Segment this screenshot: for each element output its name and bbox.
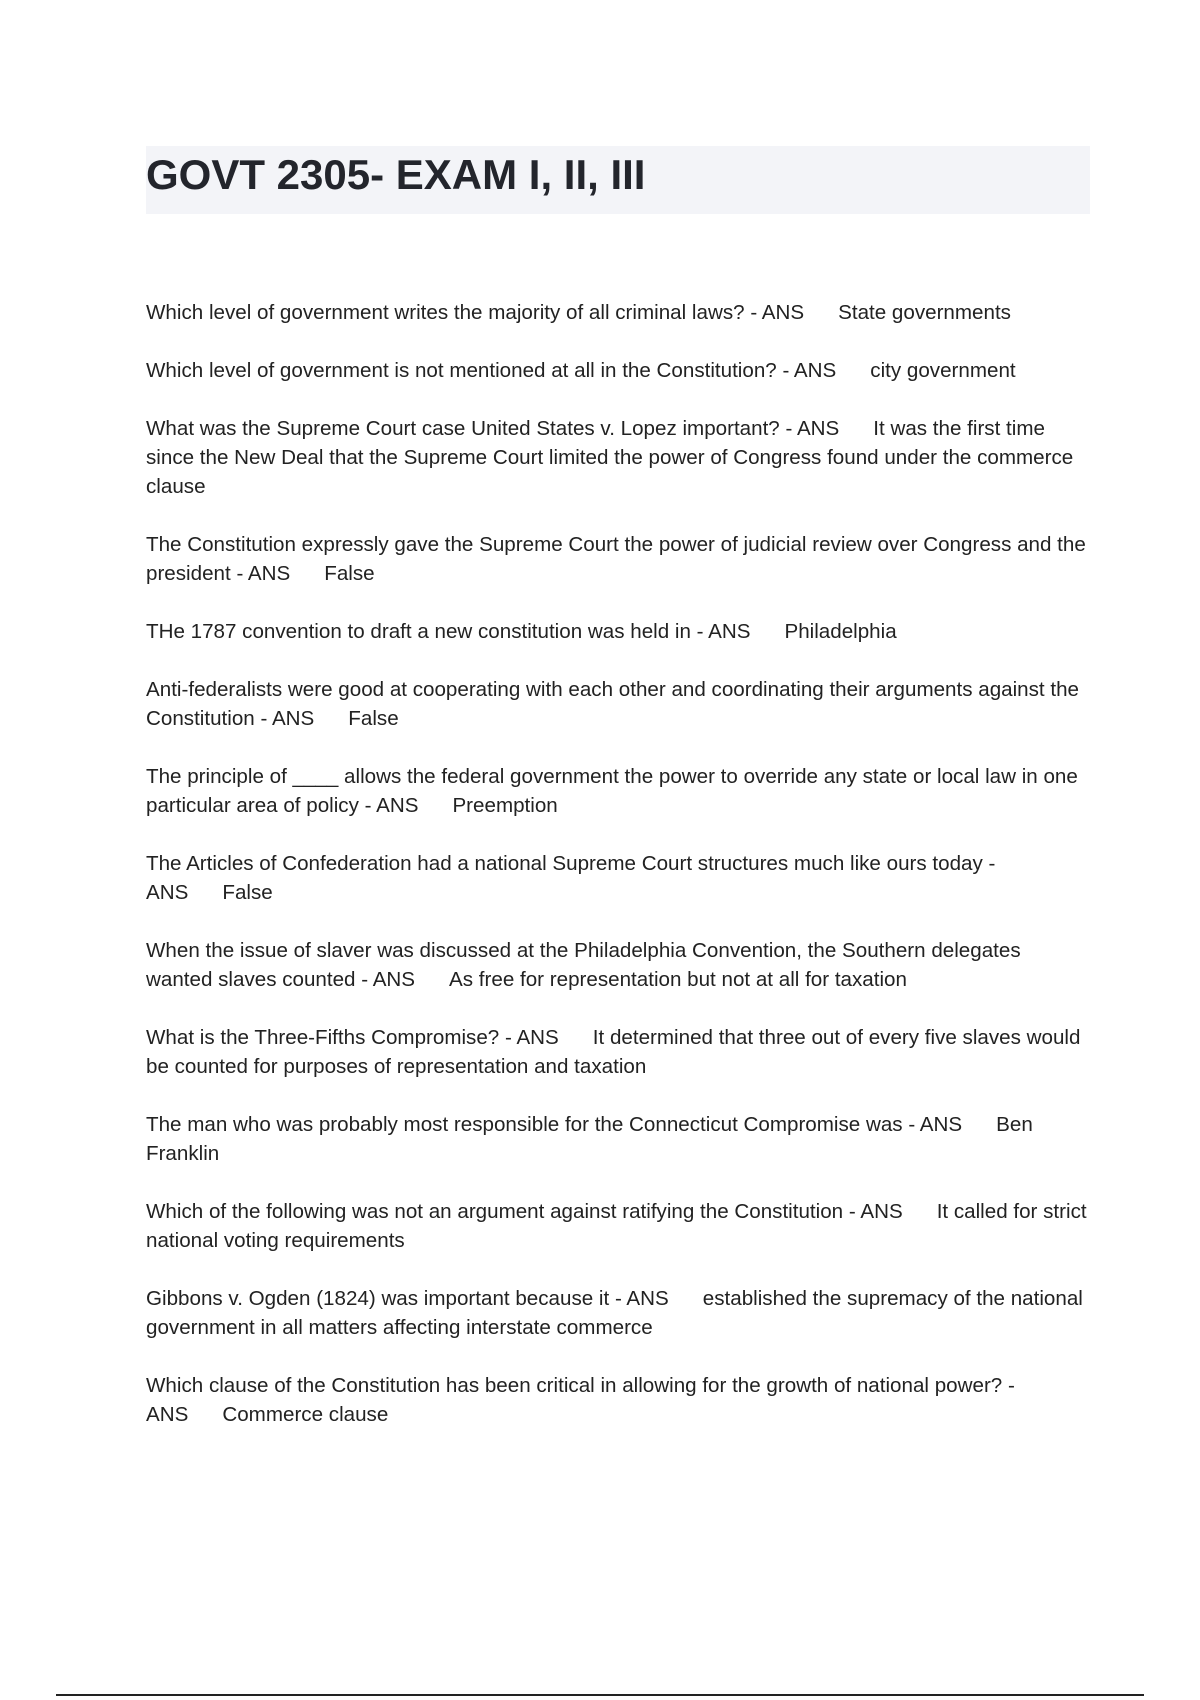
page-title: GOVT 2305- EXAM I, II, III bbox=[146, 151, 646, 198]
qa-item bbox=[146, 1284, 1092, 1342]
qa-item bbox=[146, 675, 1092, 733]
qa-item bbox=[146, 762, 1092, 820]
answer-text: False bbox=[324, 562, 375, 585]
answer-text: Preemption bbox=[452, 794, 558, 817]
qa-item bbox=[146, 849, 1092, 907]
answer-text: Commerce clause bbox=[222, 1403, 389, 1426]
ans-label: - ANS bbox=[364, 794, 419, 817]
bottom-rule bbox=[56, 1694, 1144, 1696]
title-band bbox=[146, 146, 1090, 214]
ans-label: - ANS bbox=[750, 301, 805, 324]
question-text: Which level of government is not mentioned at all in the Constitution? bbox=[146, 359, 777, 382]
answer-text: Philadelphia bbox=[784, 620, 897, 643]
question-text: Which clause of the Constitution has been critical in allowing for the growth of national power? bbox=[146, 1374, 1003, 1397]
ans-label: - ANS bbox=[696, 620, 751, 643]
question-text: The principle of ____ allows the federal government the power to override any state or local law in one particular area of policy bbox=[146, 765, 1078, 817]
qa-item bbox=[146, 1110, 1092, 1168]
ans-label: - ANS bbox=[505, 1026, 559, 1049]
question-text: The Constitution expressly gave the Supreme Court the power of judicial review over Congress and the president bbox=[146, 533, 1086, 585]
ans-label: - ANS bbox=[146, 1374, 1015, 1426]
answer-text: State governments bbox=[838, 301, 1011, 324]
question-text: Which level of government writes the majority of all criminal laws? bbox=[146, 301, 745, 324]
answer-text: city government bbox=[870, 359, 1016, 382]
answer-text: Ben Franklin bbox=[146, 1113, 1033, 1165]
question-text: The Articles of Confederation had a national Supreme Court structures much like ours today bbox=[146, 852, 983, 875]
question-text: What is the Three-Fifths Compromise? bbox=[146, 1026, 500, 1049]
qa-list bbox=[146, 298, 1092, 1458]
qa-item bbox=[146, 530, 1092, 588]
ans-label: - ANS bbox=[146, 852, 996, 904]
ans-label: - ANS bbox=[785, 417, 840, 440]
ans-label: - ANS bbox=[614, 1287, 669, 1310]
answer-text: It was the first time since the New Deal that the Supreme Court limited the power of Congress found under the commerce clause bbox=[146, 417, 1074, 498]
ans-label: - ANS bbox=[908, 1113, 963, 1136]
answer-text: It determined that three out of every five slaves would be counted for purposes of representation and taxation bbox=[146, 1026, 1081, 1078]
question-text: The man who was probably most responsible for the Connecticut Compromise was bbox=[146, 1113, 903, 1136]
answer-text: It called for strict national voting requirements bbox=[146, 1200, 1087, 1252]
qa-item bbox=[146, 298, 1092, 327]
question-text: Which of the following was not an argument against ratifying the Constitution bbox=[146, 1200, 844, 1223]
qa-item bbox=[146, 1371, 1092, 1429]
qa-item bbox=[146, 356, 1092, 385]
qa-item bbox=[146, 617, 1092, 646]
ans-label: - ANS bbox=[361, 968, 416, 991]
question-text: Anti-federalists were good at cooperating with each other and coordinating their arguments against the Constitution bbox=[146, 678, 1080, 730]
qa-item bbox=[146, 1197, 1092, 1255]
qa-item bbox=[146, 414, 1092, 501]
question-text: Gibbons v. Ogden (1824) was important because it bbox=[146, 1287, 610, 1310]
ans-label: - ANS bbox=[236, 562, 291, 585]
question-text: THe 1787 convention to draft a new constitution was held in bbox=[146, 620, 691, 643]
qa-item bbox=[146, 936, 1092, 994]
ans-label: - ANS bbox=[260, 707, 315, 730]
answer-text: False bbox=[348, 707, 399, 730]
answer-text: established the supremacy of the national government in all matters affecting interstate commerce bbox=[146, 1287, 1083, 1339]
answer-text: As free for representation but not at all for taxation bbox=[449, 968, 907, 991]
answer-text: False bbox=[222, 881, 273, 904]
qa-item bbox=[146, 1023, 1092, 1081]
question-text: When the issue of slaver was discussed at the Philadelphia Convention, the Southern delegates wanted slaves counted bbox=[146, 939, 1021, 991]
ans-label: - ANS bbox=[848, 1200, 903, 1223]
question-text: What was the Supreme Court case United States v. Lopez important? bbox=[146, 417, 780, 440]
ans-label: - ANS bbox=[782, 359, 837, 382]
